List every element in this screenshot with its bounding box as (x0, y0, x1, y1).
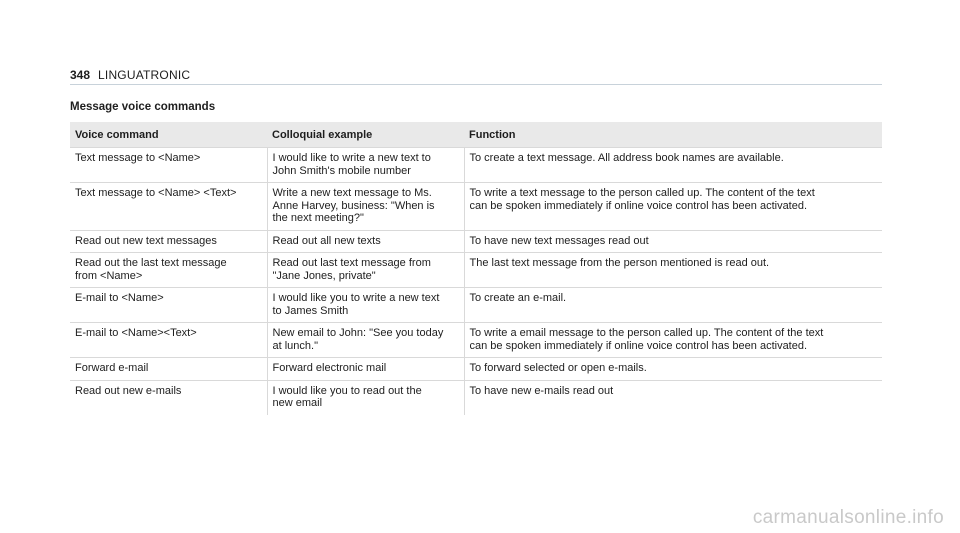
table-row (70, 380, 882, 415)
watermark: carmanualsonline.info (752, 507, 944, 528)
table-row (70, 253, 882, 288)
chapter-title: LINGUATRONIC (98, 68, 191, 82)
column-header-colloquial-example: Colloquial example (267, 122, 464, 148)
colloquial-example-cell: I would like you to write a new text to James Smith (267, 288, 464, 323)
colloquial-example-cell: Forward electronic mail (267, 358, 464, 381)
column-header-voice-command: Voice command (70, 122, 267, 148)
colloquial-example-cell: Write a new text message to Ms. Anne Harvey, business: "When is the next meeting?" (267, 183, 464, 231)
voice-command-cell: Forward e-mail (70, 358, 267, 381)
function-cell: To create a text message. All address book names are available. (464, 148, 882, 183)
table-row (70, 230, 882, 253)
voice-command-cell: Read out new e-mails (70, 380, 267, 415)
table-row (70, 358, 882, 381)
voice-command-cell: Text message to <Name> <Text> (70, 183, 267, 231)
colloquial-example-cell: Read out all new texts (267, 230, 464, 253)
voice-commands-table (70, 122, 882, 415)
function-cell: To have new e-mails read out (464, 380, 882, 415)
page-header (70, 68, 882, 85)
table-header-row (70, 122, 882, 148)
page-number: 348 (70, 68, 91, 82)
table-row (70, 323, 882, 358)
table-row (70, 148, 882, 183)
colloquial-example-cell: Read out last text message from "Jane Jones, private" (267, 253, 464, 288)
function-cell: To write a email message to the person called up. The content of the text can be spoken immediately if online voice control has been activated. (464, 323, 882, 358)
voice-command-cell: Text message to <Name> (70, 148, 267, 183)
colloquial-example-cell: I would like to write a new text to John Smith's mobile number (267, 148, 464, 183)
voice-command-cell: Read out the last text message from <Name> (70, 253, 267, 288)
function-cell: To write a text message to the person called up. The content of the text can be spoken immediately if online voice control has been activated. (464, 183, 882, 231)
colloquial-example-cell: New email to John: "See you today at lunch." (267, 323, 464, 358)
colloquial-example-cell: I would like you to read out the new email (267, 380, 464, 415)
voice-command-cell: E-mail to <Name><Text> (70, 323, 267, 358)
table-row (70, 183, 882, 231)
function-cell: To create an e-mail. (464, 288, 882, 323)
function-cell: The last text message from the person mentioned is read out. (464, 253, 882, 288)
table-row (70, 288, 882, 323)
function-cell: To forward selected or open e-mails. (464, 358, 882, 381)
column-header-function: Function (464, 122, 882, 148)
section-title: Message voice commands (70, 101, 216, 113)
function-cell: To have new text messages read out (464, 230, 882, 253)
voice-command-cell: Read out new text messages (70, 230, 267, 253)
voice-command-cell: E-mail to <Name> (70, 288, 267, 323)
